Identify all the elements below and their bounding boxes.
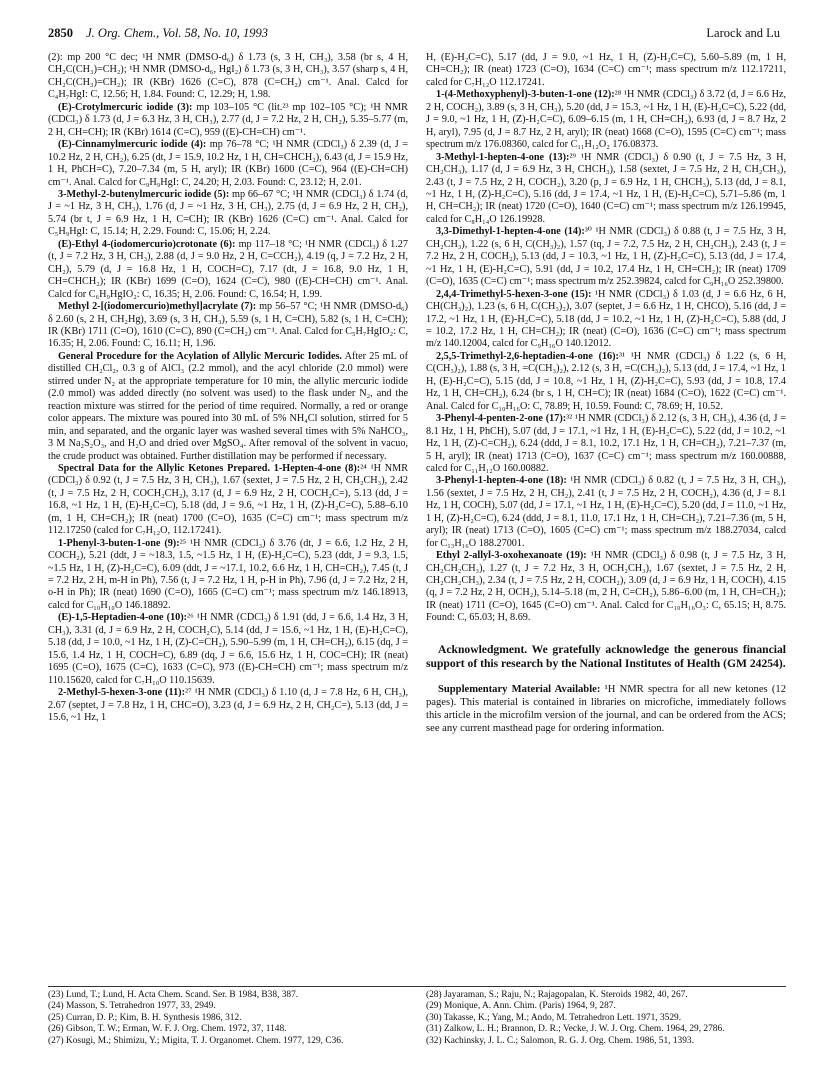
references-left — [48, 990, 408, 1047]
paragraph — [48, 538, 408, 613]
reference-item: (25) Curran, D. P.; Kim, B. H. Synthesis 1986, 312. — [48, 1012, 242, 1023]
paragraph-text: ²⁵ ¹H NMR (CDCl₃) δ 3.76 (dt, J = 6.6, 1.2 Hz, 2 H, COCH₂), 5.21 (ddt, J = ~18.3, 1.5, ~1.5 Hz, 1 H, (E)-H₂C=C), 5.23 (ddt, J = 9.3, 1.5, ~1.5 Hz, 1 H, (Z)-H₂C=C), 6.09 (ddt, J = ~17.1, 10.2, 6.6 Hz, 1 H, CH=CH₂), 7.45 (t, J = 7.2 Hz, 2 H, m-H in Ph), 7.56 (t, J = 7.2 Hz, 1 H, p-H in Ph), 7.96 (d, J = 7.2 Hz, 2 H, o-H in Ph); IR (neat) 1690 (C=O), 1665 (C=C) cm⁻¹; mass spectrum m/z 146.18913, calcd for C₁₀H₁₀O 146.18892. — [48, 537, 408, 611]
compound-heading: 1-Phenyl-3-buten-1-one (9): — [58, 537, 180, 549]
supplementary-lead: Supplementary Material Available: — [438, 683, 601, 695]
paragraph-text: ²⁶ ¹H NMR (CDCl₃) δ 1.91 (dd, J = 6.6, 1.4 Hz, 3 H, CH₃), 3.31 (d, J = 6.9 Hz, 2 H, COCH₂C), 5.14 (dd, J = 15.6, ~1 Hz, 1 H, (E)-H₂C=C), 5.18 (dd, J = 10.0, ~1 Hz, 1 H, (Z)-C=CH₂), 5.90–5.99 (m, 1 H, CH=CH₂), 6.15 (dq, J = 15.6, 1.4 Hz, 1 H, COCH=C), 6.89 (dq, J = 6.6, 15.6 Hz, 1 H, COC=CH); IR (neat) 1695 (C=O), 1675 (C=C), 1633 (C=C), 973 ((E)-CH=CH) cm⁻¹; mass spectrum m/z 110.15620, calcd for C₇H₁₀O 110.15639. — [48, 612, 409, 686]
paragraph — [48, 351, 408, 463]
paragraph — [48, 189, 408, 239]
right-column — [426, 52, 786, 982]
paragraph-text: (2): mp 200 °C dec; ¹H NMR (DMSO-d₆) δ 1.73 (s, 3 H, CH₃), 3.58 (br s, 4 H, CH₂C(CH₃)=CH₂); ¹H NMR (DMSO-d₆, HgI₂) δ 1.73 (s, 3 H, CH₃), 3.57 (sharp s, 4 H, CH₂C(CH₃)=CH₂); IR (KBr) 1626 (C=C), 878 (C=CH₂) cm⁻¹. Anal. Calcd for C₄H₇HgI: C, 12.56; H, 1.84. Found: C, 12.29; H, 1.98. — [48, 52, 408, 101]
paragraph — [426, 550, 786, 625]
compound-heading: Methyl 2-[(iodomercurio)methyl]acrylate (7): — [58, 301, 257, 313]
paragraph — [426, 89, 786, 151]
compound-heading: Ethyl 2-allyl-3-oxohexanoate (19): — [436, 550, 587, 562]
compound-heading: 2,5,5-Trimethyl-2,6-heptadien-4-one (16): — [436, 350, 619, 362]
reference-item: (29) Monique, A. Ann. Chim. (Paris) 1964, 9, 287. — [426, 1001, 616, 1012]
right-paragraphs — [426, 52, 786, 625]
paragraph-text: ¹H NMR (CDCl₃) δ 0.98 (t, J = 7.5 Hz, 3 H, CH₂CH₂CH₃), 1.27 (t, J = 7.2 Hz, 3 H, OCH₂CH₃), 1.67 (sextet, J = 7.5 Hz, 2 H, CH₂CH₂CH₃), 2.34 (t, J = 7.5 Hz, 2 H, COCH₂), 3.09 (d, J = 6.9 Hz, 1 H, COCH), 4.15 (q, J = 7.2 Hz, 2 H, OCH₂), 5.14–5.18 (m, 2 H, C=CH₂), 5.86–6.00 (m, 1 H, CH=CH₂); IR (neat) 1711 (C=O), 1645 (C=O) cm⁻¹. Anal. Calcd for C₁₀H₁₆O₃: C, 65.15; H, 8.75. Found: C, 65.03; H, 8.69. — [426, 550, 786, 624]
paragraph — [48, 239, 408, 301]
paragraph-text: ²⁸ ¹H NMR (CDCl₃) δ 3.72 (d, J = 6.6 Hz, 2 H, COCH₂), 3.89 (s, 3 H, CH₃), 5.20 (dd, J = 15.3, ~1 Hz, 1 H, (E)-H₂C=C), 5.22 (dd, J = 9.0, ~1 Hz, 1 H, (Z)-H₂C=C), 6.09–6.15 (m, 1 H, CH=CH₂), 6.93 (d, J = 8.7 Hz, 2 H, aryl), 7.95 (d, J = 8.7 Hz, 2 H, aryl); IR (neat) 1668 (C=O), 1595 (C=C) cm⁻¹; mass spectrum m/z 176.08360, calcd for C₁₁H₁₂O₂ 176.08373. — [426, 89, 786, 151]
paragraph-text: mp 76–78 °C; ¹H NMR (CDCl₃) δ 2.39 (d, J = 10.2 Hz, 2 H, CH₂), 6.25 (dt, J = 15.9, 10.2 Hz, 1 H, CH=CHCH₂), 6.43 (d, J = 15.9 Hz, 1 H, PhCH=C), 7.20–7.34 (m, 5 H, aryl); IR (KBr) 1600 (C=C), 964 ((E)-CH=CH) cm⁻¹. Anal. Calcd for C₉H₉HgI: C, 24.20; H, 2.03. Found: C, 23.12; H, 2.01. — [48, 139, 408, 188]
compound-heading: (E)-Ethyl 4-(iodomercurio)crotonate (6): — [58, 238, 236, 250]
left-column — [48, 52, 408, 982]
acknowledgment-lead: Acknowledgment. — [438, 642, 528, 656]
supplementary-text: ¹H NMR spectra for all new ketones (12 pages). This material is contained in libraries on microfiche, immediately follows this article in the microfilm version of the journal, and can be ordered from the ACS; see any current masthead page for ordering information. — [426, 683, 786, 734]
footnote-rule — [48, 986, 786, 987]
compound-heading: (E)-Cinnamylmercuric iodide (4): — [58, 139, 207, 151]
paragraph-text: ³⁰ ¹H NMR (CDCl₃) δ 0.88 (t, J = 7.5 Hz, 3 H, CH₂CH₃), 1.22 (s, 6 H, C(CH₃)₂), 1.57 (tq, J = 7.2, 7.5 Hz, 2 H, CH₂CH₃), 2.43 (t, J = 7.2 Hz, 2 H, COCH₂), 5.13 (dd, J = 10.3, ~1 Hz, 1 H, (Z)-H₂C=C), 5.13 (dd, J = 17.4, ~1 Hz, 1 H, (E)-H₂C=C), 5.91 (dd, J = 10.2, 17.4 Hz, 1 H, CH=CH₂); IR (neat) 1709 (C=O), 1635 (C=C) cm⁻¹; mass spectrum m/z 252.39824, calcd for C₉H₁₆O 252.39800. — [426, 226, 786, 288]
compound-heading: General Procedure for the Acylation of Allylic Mercuric Iodides. — [58, 350, 342, 362]
compound-heading: 1-(4-Methoxyphenyl)-3-buten-1-one (12): — [436, 89, 615, 101]
paragraph-text: ¹H NMR (CDCl₃) δ 0.82 (t, J = 7.5 Hz, 3 H, CH₃), 1.56 (sextet, J = 7.5 Hz, 2 H, CH₂), 2.41 (t, J = 7.5 Hz, 2 H, COCH₂), 4.36 (d, J = 8.1 Hz, 1 H, COCH), 5.07 (dd, J = 17.1, ~1 Hz, 1 H, (E)-H₂C=C), 5.20 (dd, J = 11.0, ~1 Hz, 1 H, (Z)-H₂C=C), 6.24 (ddd, J = 8.1, 11.0, 17.1 Hz, 1 H, CH=CH₂), 7.21–7.36 (m, 5 H, aryl); IR (neat) 1713 (C=O), 1605 (C=C) cm⁻¹; mass spectrum m/z 188.27034, calcd for C₁₃H₁₆O 188.27001. — [426, 475, 786, 549]
paragraph — [48, 52, 408, 102]
reference-item: (24) Masson, S. Tetrahedron 1977, 33, 2949. — [48, 1001, 216, 1012]
reference-item: (27) Kosugi, M.; Shimizu, Y.; Migita, T. J. Organomet. Chem. 1977, 129, C36. — [48, 1035, 344, 1046]
paragraph — [48, 463, 408, 538]
references-right — [426, 990, 786, 1047]
paragraph-text: ³² ¹H NMR (CDCl₃) δ 2.12 (s, 3 H, CH₃), 4.36 (d, J = 8.1 Hz, 1 H, PhCH), 5.07 (dd, J = 17.1, ~1 Hz, 1 H, (E)-H₂C=C), 5.22 (dd, J = 10.2, ~1 Hz, 1 H, (Z)-C=CH₂), 6.24 (ddd, J = 8.1, 10.2, 17.1 Hz, 1 H, CH=CH₂), 7.21–7.37 (m, 5 H, aryl); IR (neat) 1713 (C=O), 1637 (C=C) cm⁻¹; mass spectrum m/z 160.00888, calcd for C₁₁H₁₂O 160.00882. — [426, 413, 786, 474]
paragraph — [426, 152, 786, 227]
compound-heading: 3-Methyl-2-butenylmercuric iodide (5): — [58, 188, 230, 200]
paragraph-text: After 25 mL of distilled CH₂Cl₂, 0.3 g of AlCl₃ (2.2 mmol), and the acyl chloride (2.0 mmol) were stirred under N₂ at the appropriate temperature for 10 min, the allylic mercuric iodide (2.0 mmol) was added directly (no solvent was used) to the flask under N₂, and the reaction mixture was stirred for the period of time required. Normally, a red or orange color appears. The mixture was poured into 30 mL of 5% NH₄Cl solution, stirred for 5 min, and separated, and the organic layer was washed several times with 5% NaHCO₃, 3 M Na₂S₂O₃, and H₂O and dried over MgSO₄. After removal of the solvent in vacuo, the crude product was obtained. Further distillation may be performed if necessary. — [48, 350, 408, 462]
compound-heading: 2,4,4-Trimethyl-5-hexen-3-one (15): — [436, 288, 592, 300]
paragraph — [48, 687, 408, 724]
reference-item: (26) Gibson, T. W.; Erman, W. F. J. Org. Chem. 1972, 37, 1148. — [48, 1024, 287, 1035]
running-header — [48, 26, 786, 46]
running-authors: Larock and Lu — [706, 26, 780, 40]
compound-heading: 3-Methyl-1-hepten-4-one (13): — [436, 151, 570, 163]
compound-heading: 2-Methyl-5-hexen-3-one (11): — [58, 687, 185, 699]
references — [48, 990, 786, 1047]
acknowledgment — [426, 643, 786, 671]
paragraph — [48, 139, 408, 189]
reference-item: (31) Zalkow, L. H.; Brannon, D. R.; Vecke, J. W. J. Org. Chem. 1964, 29, 2786. — [426, 1024, 725, 1035]
supplementary-material — [426, 683, 786, 735]
page-number: 2850 — [48, 26, 73, 40]
paragraph — [426, 475, 786, 550]
compound-heading: 3-Phenyl-4-penten-2-one (17): — [436, 413, 567, 425]
paragraph-text: mp 117–18 °C; ¹H NMR (CDCl₃) δ 1.27 (t, J = 7.2 Hz, 3 H, CH₃), 2.88 (d, J = 9.0 Hz, 2 H, C=CCH₂), 4.19 (q, J = 7.2 Hz, 2 H, CH₂), 5.79 (d, J = 16.8 Hz, 1 H, COCH=C), 7.17 (dt, J = 16.8, 9.0 Hz, 1 H, CH=CHCH₂); IR (KBr) 1699 (C=O), 1624 (C=C), 980 ((E)-CH=CH) cm⁻¹. Anal. Calcd for C₆H₉HgIO₂: C, 16.35; H, 2.06. Found: C, 16.54; H, 1.99. — [48, 238, 408, 300]
acknowledgment-text: We gratefully acknowledge the generous financial support of this research by the National Institutes of Health (GM 24254). — [426, 642, 786, 670]
reference-item: (23) Lund, T.; Lund, H. Acta Chem. Scand. Ser. B 1984, B38, 387. — [48, 990, 299, 1000]
paragraph — [426, 351, 786, 413]
paragraph — [426, 289, 786, 351]
paragraph — [48, 612, 408, 687]
reference-item: (30) Takasse, K.; Yang, M.; Ando, M. Tetrahedron Lett. 1971, 3529. — [426, 1012, 682, 1023]
paragraph-text: mp 103–105 °C (lit.²³ mp 102–105 °C); ¹H NMR (CDCl₃) δ 1.73 (d, J = 6.3 Hz, 3 H, CH₃), 2.77 (d, J = 7.2 Hz, 2 H, CH₂), 5.35–5.77 (m, 2 H, CH=CH); IR (KBr) 1614 (C=C), 959 ((E)-CH=CH) cm⁻¹. — [48, 101, 408, 138]
paragraph — [426, 52, 786, 89]
compound-heading: 3,3-Dimethyl-1-hepten-4-one (14): — [436, 226, 585, 238]
paragraph-text: ²⁴ ¹H NMR (CDCl₃) δ 0.92 (t, J = 7.5 Hz, 3 H, CH₃), 1.67 (sextet, J = 7.5 Hz, 2 H, CH₂CH₃), 2.42 (t, J = 7.5 Hz, 2 H, COCH₂CH₂), 3.17 (d, J = 6.9 Hz, 2 H, COCH₂C=), 5.13 (dd, J = 16.8, ~1 Hz, 1 H, (E)-H₂C=C), 5.18 (dd, J = 9.6, ~1 Hz, 1 H, (Z)-H₂C=C), 5.88–6.10 (m, 1 H, CH=CH₂); IR (neat) 1700 (C=O), 1635 (C=C) cm⁻¹; mass spectrum m/z 112.17250 (calcd for C₇H₁₂O, 112.17241). — [48, 462, 408, 537]
paragraph-text: mp 56–57 °C; ¹H NMR (DMSO-d₆) δ 2.60 (s, 2 H, CH₂Hg), 3.69 (s, 3 H, CH₃), 5.59 (s, 1 H, C=CH), 5.82 (s, 1 H, C=CH); IR (KBr) 1711 (C=O), 1610 (C=C), 890 (C=CH₂) cm⁻¹. Anal. Calcd for C₅H₇HgIO₂: C, 16.35; H, 2.06. Found: C, 16.11; H, 1.96. — [48, 301, 408, 350]
paragraph-text: ²⁹ ¹H NMR (CDCl₃) δ 0.90 (t, J = 7.5 Hz, 3 H, CH₂CH₃), 1.17 (d, J = 6.9 Hz, 3 H, CHCH₃), 1.58 (sextet, J = 7.5 Hz, 2 H, CH₂CH₃), 2.43 (t, J = 7.5 Hz, 2 H, COCH₂), 3.20 (p, J = 6.9 Hz, 1 H, CHCH₃), 5.13 (dd, J = 8.1, ~1 Hz, 1 H, (Z)-H₂C=C), 5.16 (dd, J = 17.4, ~1 Hz, 1 H, (E)-H₂C=C), 5.71–5.86 (m, 1 H, CH=CH₂); IR (neat) 1720 (C=O), 1640 (C=C) cm⁻¹; mass spectrum m/z 126.19945, calcd for C₈H₁₄O 126.19928. — [426, 151, 786, 225]
journal-citation: J. Org. Chem., Vol. 58, No. 10, 1993 — [86, 26, 268, 40]
reference-item: (28) Jayaraman, S.; Raju, N.; Rajagopalan, K. Steroids 1982, 40, 267. — [426, 990, 688, 1000]
compound-heading: 3-Phenyl-1-hepten-4-one (18): — [436, 475, 567, 487]
paragraph-text: H, (E)-H₂C=C), 5.17 (dd, J = 9.0, ~1 Hz, 1 H, (Z)-H₂C=C), 5.60–5.89 (m, 1 H, CH=CH₂); IR (neat) 1723 (C=O), 1634 (C=C) cm⁻¹; mass spectrum m/z 112.17211, calcd for C₇H₁₂O 112.17241. — [426, 52, 786, 88]
compound-heading: (E)-1,5-Heptadien-4-one (10): — [58, 612, 188, 624]
compound-heading: (E)-Crotylmercuric iodide (3): — [58, 101, 193, 113]
compound-heading: Spectral Data for the Allylic Ketones Prepared. 1-Hepten-4-one (8): — [58, 462, 361, 474]
paragraph — [426, 226, 786, 288]
paragraph — [426, 413, 786, 475]
paragraph-text: mp 66–67 °C; ¹H NMR (CDCl₃) δ 1.74 (d, J = ~1 Hz, 3 H, CH₃), 1.76 (d, J = ~1 Hz, 3 H, CH₃), 2.75 (d, J = 6.9 Hz, 2 H, CH₂), 5.74 (br t, J = 6.9 Hz, 1 H, C=CH); IR (KBr) 1626 (C=C) cm⁻¹. Anal. Calcd for C₅H₉HgI: C, 15.14; H, 2.29. Found: C, 15.06; H, 2.24. — [48, 188, 408, 238]
paragraph-text: ²⁷ ¹H NMR (CDCl₃) δ 1.10 (d, J = 7.8 Hz, 6 H, CH₃), 2.67 (septet, J = 7.8 Hz, 1 H, CHC=O), 3.23 (d, J = 6.9 Hz, 2 H, CH₂C=), 5.13 (dd, J = 15.6, ~1 Hz, 1 — [48, 687, 409, 724]
paragraph-text: ³¹ ¹H NMR (CDCl₃) δ 1.22 (s, 6 H, C(CH₃)₂), 1.88 (s, 3 H, =C(CH₃)₂), 2.12 (s, 3 H, =C(CH₃)₂), 5.13 (dd, J = 17.4, ~1 Hz, 1 H, (E)-H₂C=C), 5.15 (dd, J = 10.8, ~1 Hz, 1 H, (Z)-H₂C=C), 5.93 (dd, J = 10.8, 17.4 Hz, 1 H, CH=CH₂), 6.24 (br s, 1 H, CH=C); IR (neat) 1684 (C=O), 1622 (C=C) cm⁻¹. Anal. Calcd for C₁₀H₁₆O: C, 78.89; H, 10.59. Found: C, 78.69; H, 10.52. — [426, 350, 786, 412]
reference-item: (32) Kachinsky, J. L. C.; Salomon, R. G. J. Org. Chem. 1986, 51, 1393. — [426, 1035, 694, 1046]
paragraph — [48, 102, 408, 139]
paragraph — [48, 301, 408, 351]
body-columns — [48, 52, 786, 982]
paragraph-text: ¹H NMR (CDCl₃) δ 1.03 (d, J = 6.6 Hz, 6 H, CH(CH₃)₂), 1.23 (s, 6 H, C(CH₃)₂), 3.07 (septet, J = 6.6 Hz, 1 H, CHCO), 5.16 (dd, J = 17.2, ~1 Hz, 1 H, (E)-H₂C=C), 5.18 (dd, J = 10.2, ~1 Hz, 1 H, (Z)-H₂C=C), 5.88 (dd, J = 10.2, 17.2 Hz, 1 H, CH=CH₂); IR (neat) (C=O), 1636 (C=C) cm⁻¹; mass spectrum m/z 140.12004, calcd for C₉H₁₆O 140.12012. — [426, 288, 786, 350]
